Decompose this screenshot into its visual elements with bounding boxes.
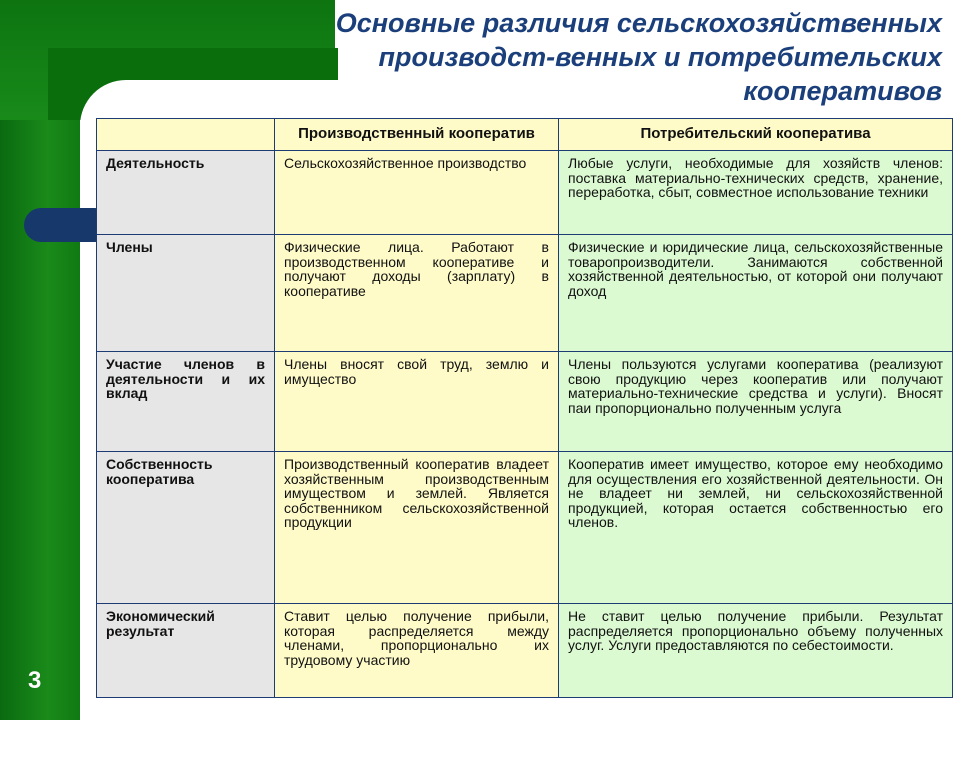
row-label: Участие членов в деятельности и их вклад: [97, 352, 275, 452]
header-consumer-cooperative: Потребительский кооператива: [559, 119, 953, 151]
page-number: 3: [28, 667, 42, 694]
comparison-table: [96, 118, 953, 698]
header-empty-cell: [97, 119, 275, 151]
production-cell: Физические лица. Работают в производственном кооперативе и получают доходы (зарплату) в кооперативе: [275, 235, 559, 352]
row-label: Члены: [97, 235, 275, 352]
production-cell: Производственный кооператив владеет хозяйственным производственным имуществом и землей. Является собственником сельскохозяйственной продукции: [275, 452, 559, 604]
consumer-cell: Кооператив имеет имущество, которое ему необходимо для осуществления его хозяйственной деятельности. Он не владеет ни землей, ни сельскохозяйственной продукцией, которая остается собственностью его членов.: [559, 452, 953, 604]
table-header-row: [97, 119, 953, 151]
consumer-cell: Физические и юридические лица, сельскохозяйственные товаропроизводители. Занимаются собственной хозяйственной деятельностью, от которой они получают доход: [559, 235, 953, 352]
table-row: [97, 352, 953, 452]
table-row: [97, 235, 953, 352]
slide-title: Основные различия сельскохозяйственных производст-венных и потребительских кооперативов: [335, 8, 942, 106]
header-production-cooperative: Производственный кооператив: [275, 119, 559, 151]
consumer-cell: Любые услуги, необходимые для хозяйств членов: поставка материально-технических средств, хранение, переработка, сбыт, совместное использование техники: [559, 151, 953, 235]
consumer-cell: Члены пользуются услугами кооператива (реализуют свою продукцию через кооператив или получают материально-технические средства и услуги). Вносят паи пропорционально полученным услуга: [559, 352, 953, 452]
table-row: [97, 452, 953, 604]
table-row: [97, 151, 953, 235]
production-cell: Сельскохозяйственное производство: [275, 151, 559, 235]
row-label: Собственность кооператива: [97, 452, 275, 604]
row-label: Экономический результат: [97, 604, 275, 698]
table-row: [97, 604, 953, 698]
production-cell: Члены вносят свой труд, землю и имущество: [275, 352, 559, 452]
row-label: Деятельность: [97, 151, 275, 235]
consumer-cell: Не ставит целью получение прибыли. Результат распределяется пропорционально объему полученных услуг. Услуги предоставляются по себестоимости.: [559, 604, 953, 698]
production-cell: Ставит целью получение прибыли, которая распределяется между членами, пропорционально их трудовому участию: [275, 604, 559, 698]
